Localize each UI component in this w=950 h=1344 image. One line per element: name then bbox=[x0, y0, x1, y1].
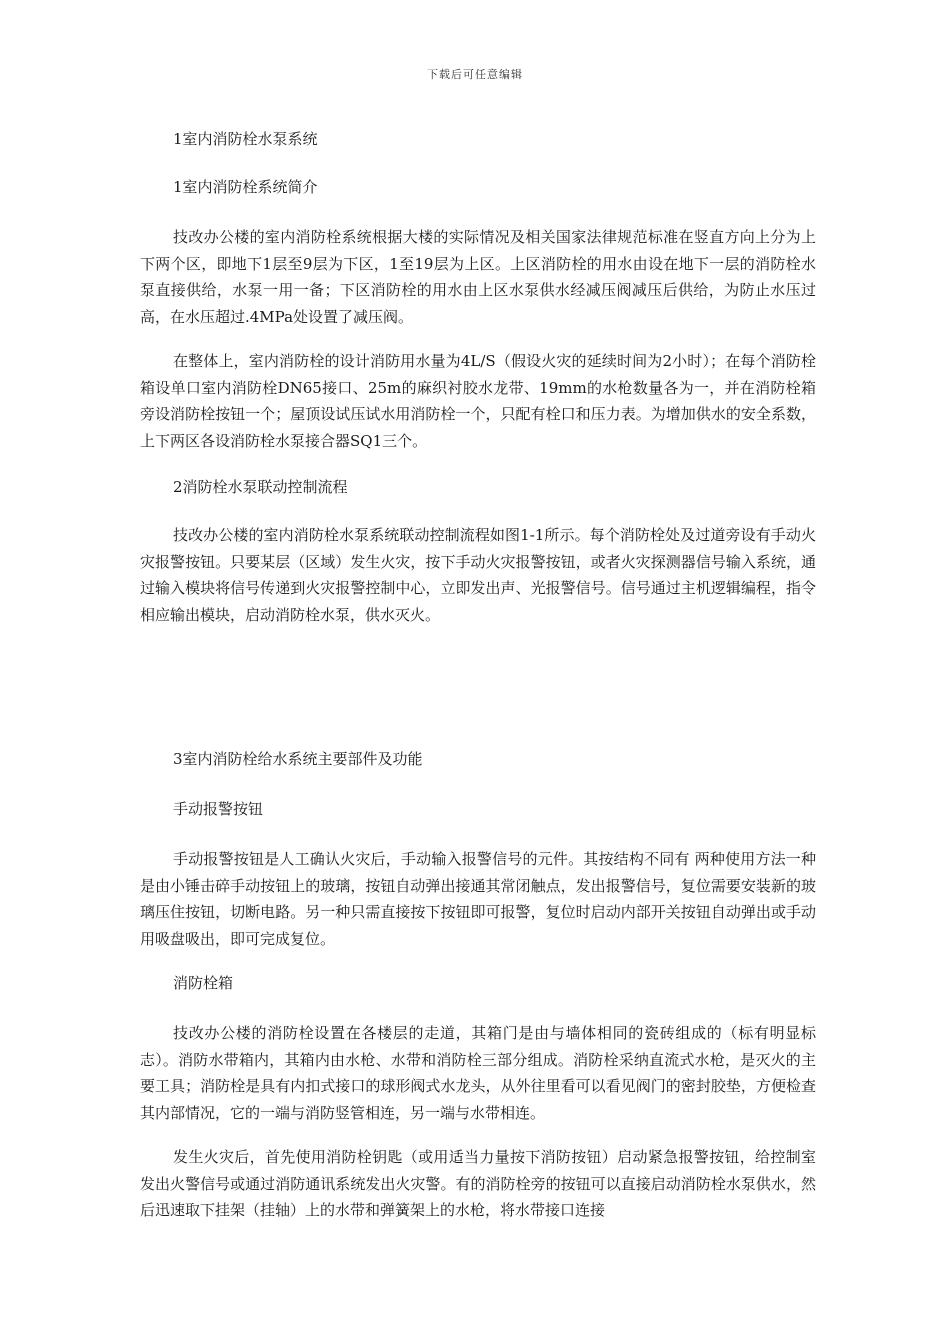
paragraph-system-intro: 技改办公楼的室内消防栓系统根据大楼的实际情况及相关国家法律规范标准在竖直方向上分为上下两个区，即地下1层至9层为下区，1至19层为上区。上区消防栓的用水由设在地下一层的消防栓水泵直接供给，水泵一用一备；下区消防栓的用水由上区水泵供水经减压阀减压后供给，为防止水压过高，在水压超过.4MPa处设置了减压阀。 bbox=[140, 228, 816, 326]
section-heading-3: 3室内消防栓给水系统主要部件及功能 bbox=[173, 750, 423, 768]
paragraph-control-flow: 技改办公楼的室内消防栓水泵系统联动控制流程如图1-1所示。每个消防栓处及过道旁设有手动火灾报警按钮。只要某层（区域）发生火灾，按下手动火灾报警按钮，或者火灾探测器信号输入系统，通过输入模块将信号传递到火灾报警控制中心，立即发出声、光报警信号。信号通过主机逻辑编程，指令相应输出模块，启动消防栓水泵，供水灭火。 bbox=[140, 526, 816, 624]
section-heading-2: 2消防栓水泵联动控制流程 bbox=[173, 478, 348, 496]
paragraph-manual-alarm-button: 手动报警按钮是人工确认火灾后，手动输入报警信号的元件。其按结构不同有 两种使用方法一种是由小锤击碎手动按钮上的玻璃，按钮自动弹出接通其常闭触点，发出报警信号，复位需要安装新的玻璃压住按钮，切断电路。另一种只需直接按下按钮即可报警，复位时启动内部开关按钮自动弹出或手动用吸盘吸出，即可完成复位。 bbox=[140, 850, 816, 948]
subheading-hydrant-box: 消防栓箱 bbox=[173, 974, 234, 992]
paragraph-fire-procedure: 发生火灾后，首先使用消防栓钥匙（或用适当力量按下消防按钮）启动紧急报警按钮，给控制室发出火警信号或通过消防通讯系统发出火灾警。有的消防栓旁的按钮可以直接启动消防栓水泵供水，然后迅速取下挂架（挂轴）上的水带和弹簧架上的水枪，将水带接口连接 bbox=[140, 1148, 816, 1219]
subheading-manual-alarm-button: 手动报警按钮 bbox=[173, 800, 264, 818]
section-heading-1: 1室内消防栓水泵系统 bbox=[173, 130, 318, 148]
section-heading-1-1: 1室内消防栓系统简介 bbox=[173, 178, 318, 196]
page-header-note: 下载后可任意编辑 bbox=[427, 68, 523, 81]
paragraph-overall-design: 在整体上，室内消防栓的设计消防用水量为4L/S（假设火灾的延续时间为2小时）；在每个消防栓箱设单口室内消防栓DN65接口、25m的麻织衬胶水龙带、19mm的水枪数量各为一，并在消防栓箱旁设消防栓按钮一个；屋顶设试压试水用消防栓一个，只配有栓口和压力表。为增加供水的安全系数，上下两区各设消防栓水泵接合器SQ1三个。 bbox=[140, 352, 816, 450]
paragraph-hydrant-box: 技改办公楼的消防栓设置在各楼层的走道，其箱门是由与墙体相同的瓷砖组成的（标有明显标志）。消防水带箱内，其箱内由水枪、水带和消防栓三部分组成。消防栓采纳直流式水枪，是灭火的主要工具；消防栓是具有内扣式接口的球形阀式水龙头，从外往里看可以看见阀门的密封胶垫，方便检查其内部情况，它的一端与消防竖管相连，另一端与水带相连。 bbox=[140, 1024, 816, 1122]
